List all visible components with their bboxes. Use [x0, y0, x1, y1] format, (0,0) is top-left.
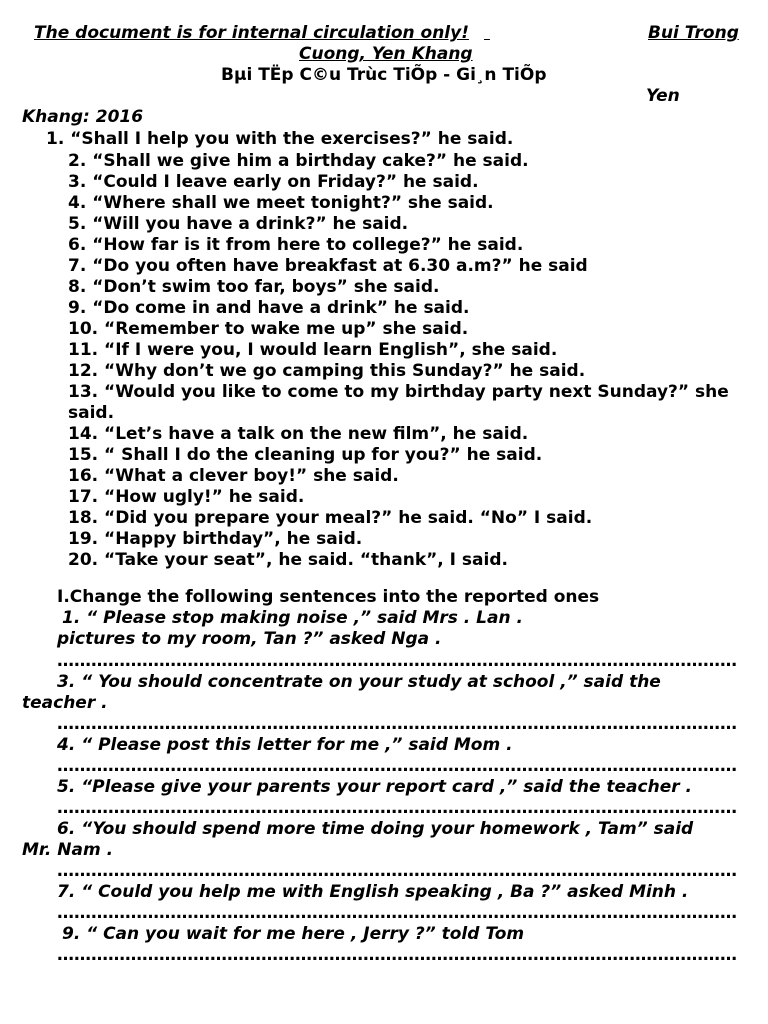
- internal-notice: The document is for internal circulation only!: [34, 23, 469, 43]
- exercise-question-2-fragment: pictures to my room, Tan ?” asked Nga .: [57, 629, 442, 649]
- exercise-heading: I.Change the following sentences into the reported ones: [57, 587, 600, 607]
- author-name-part2: Cuong, Yen Khang: [299, 44, 473, 64]
- exercise-question-7: 7. “ Could you help me with English speaking , Ba ?” asked Minh .: [57, 882, 689, 902]
- list-item: 14. “Let’s have a talk on the new film”, he said.: [68, 424, 529, 444]
- exercise-question-4: 4. “ Please post this letter for me ,” said Mom .: [57, 735, 513, 755]
- list-item: 8. “Don’t swim too far, boys” she said.: [68, 277, 440, 297]
- list-item: 4. “Where shall we meet tonight?” she said.: [68, 193, 494, 213]
- list-item: 19. “Happy birthday”, he said.: [68, 529, 363, 549]
- exercise-question-6-continuation: Mr. Nam .: [22, 840, 114, 860]
- exercise-question-1: 1. “ Please stop making noise ,” said Mrs . Lan .: [62, 608, 523, 628]
- list-item: 16. “What a clever boy!” she said.: [68, 466, 399, 486]
- answer-line[interactable]: …………………………………………………………………………………………………………: [57, 903, 737, 923]
- exercise-question-3: 3. “ You should concentrate on your study at school ,” said the: [57, 672, 661, 692]
- notice-underline-gap: [484, 23, 648, 44]
- answer-line[interactable]: …………………………………………………………………………………………………………: [57, 756, 737, 776]
- document-title: Bµi TËp C©u Trùc TiÕp - Gi¸n TiÕp: [221, 65, 547, 85]
- list-item: 5. “Will you have a drink?” he said.: [68, 214, 409, 234]
- list-item: 2. “Shall we give him a birthday cake?” he said.: [68, 151, 529, 171]
- answer-line[interactable]: …………………………………………………………………………………………………………: [57, 714, 737, 734]
- author-name-part1: Bui Trong: [648, 23, 739, 43]
- answer-line[interactable]: …………………………………………………………………………………………………………: [57, 798, 737, 818]
- list-item: 18. “Did you prepare your meal?” he said. “No” I said.: [68, 508, 593, 528]
- date-part1: Yen: [646, 86, 680, 106]
- list-item: 17. “How ugly!” he said.: [68, 487, 305, 507]
- list-item: 12. “Why don’t we go camping this Sunday?” he said.: [68, 361, 586, 381]
- list-item-1: 1. “Shall I help you with the exercises?” he said.: [46, 129, 514, 149]
- list-item: 10. “Remember to wake me up” she said.: [68, 319, 469, 339]
- list-item: 3. “Could I leave early on Friday?” he said.: [68, 172, 479, 192]
- list-item: 11. “If I were you, I would learn English”, she said.: [68, 340, 558, 360]
- list-item-continuation: said.: [68, 403, 115, 423]
- exercise-question-5: 5. “Please give your parents your report card ,” said the teacher .: [57, 777, 693, 797]
- answer-line[interactable]: …………………………………………………………………………………………………………: [57, 651, 737, 671]
- answer-line[interactable]: …………………………………………………………………………………………………………: [57, 861, 737, 881]
- direct-speech-list: [68, 151, 729, 571]
- date-part2: Khang: 2016: [22, 107, 144, 127]
- exercise-question-6: 6. “You should spend more time doing your homework , Tam” said: [57, 819, 694, 839]
- list-item: 6. “How far is it from here to college?” he said.: [68, 235, 524, 255]
- answer-line[interactable]: …………………………………………………………………………………………………………: [57, 945, 737, 965]
- list-item: 15. “ Shall I do the cleaning up for you?” he said.: [68, 445, 543, 465]
- exercise-question-9: 9. “ Can you wait for me here , Jerry ?” told Tom: [62, 924, 525, 944]
- list-item: 7. “Do you often have breakfast at 6.30 a.m?” he said: [68, 256, 588, 276]
- list-item: 20. “Take your seat”, he said. “thank”, I said.: [68, 550, 508, 570]
- list-item: 13. “Would you like to come to my birthday party next Sunday?” she: [68, 382, 729, 402]
- exercise-question-3-continuation: teacher .: [22, 693, 108, 713]
- list-item: 9. “Do come in and have a drink” he said.: [68, 298, 470, 318]
